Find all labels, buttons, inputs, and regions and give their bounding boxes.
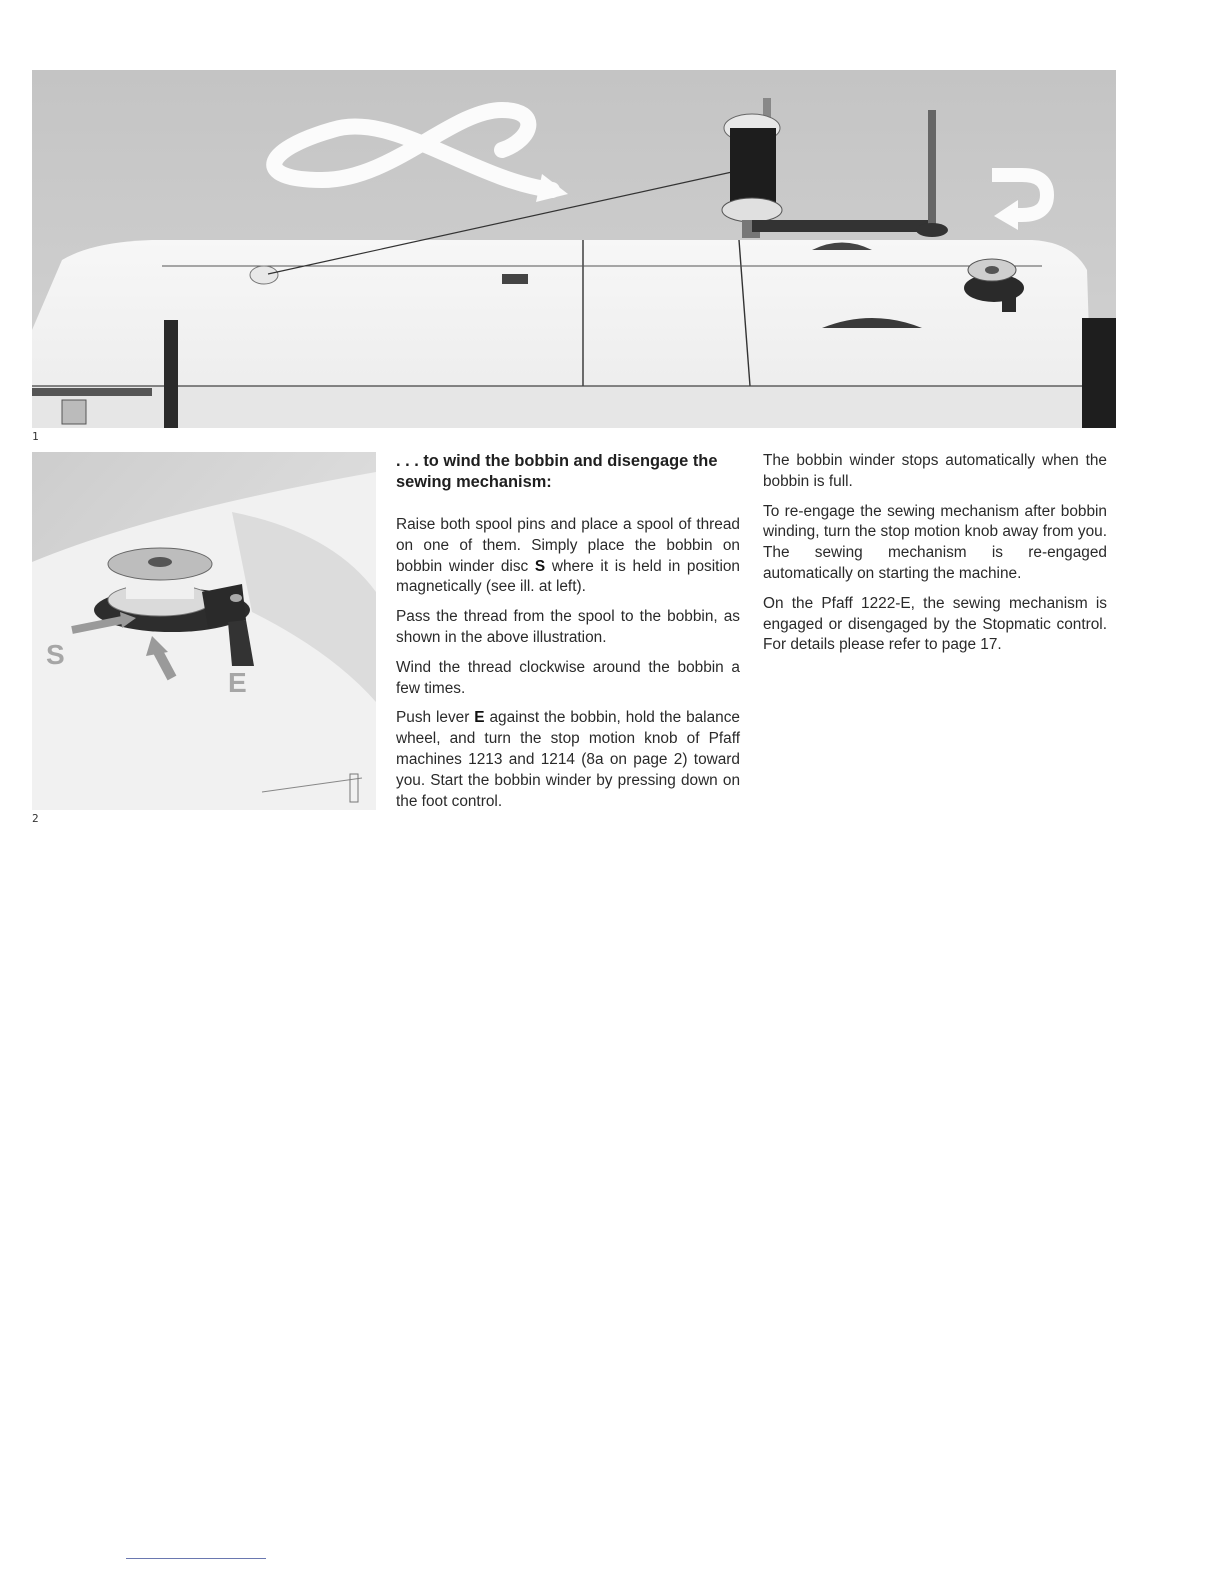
left-clip	[62, 400, 86, 424]
p1-after: where it is held in position magnetically (see ill. at left).	[396, 557, 740, 596]
winder-arm	[752, 220, 932, 232]
figure-2-number: 2	[32, 812, 39, 825]
handwheel	[1082, 318, 1116, 428]
footer-rule	[126, 1558, 266, 1559]
figure-2-photo	[32, 452, 376, 810]
p4-before: Push lever	[396, 709, 475, 727]
p1-before: Raise both spool pins and place a spool of thread on one of them. Simply place the bobbin on bobbin winder disc	[396, 516, 740, 575]
paragraph-raise-spool-pins	[396, 515, 740, 598]
paragraph-re-engage: To re-engage the sewing mechanism after bobbin winding, turn the stop motion knob away from you. The sewing mechanism is re-engaged automatically on starting the machine.	[763, 502, 1107, 582]
figure-2-illustration	[32, 452, 376, 810]
left-lever	[32, 388, 152, 396]
small-slot	[502, 274, 528, 284]
left-upright	[164, 320, 178, 428]
p4-bold: E	[474, 709, 485, 727]
p1-bold: S	[534, 557, 546, 575]
figure-1-number: 1	[32, 430, 39, 443]
label-e: E	[228, 667, 247, 698]
paragraph-wind-thread: Wind the thread clockwise around the bobbin a few times.	[396, 658, 740, 697]
paragraph-pass-thread: Pass the thread from the spool to the bobbin, as shown in the above illustration.	[396, 608, 740, 646]
figure-1-illustration	[32, 70, 1116, 428]
spool-icon	[722, 98, 782, 238]
section-heading: . . . to wind the bobbin and disengage the sewing mechanism:	[396, 452, 718, 491]
thread-guide	[250, 266, 278, 284]
paragraph-push-lever	[396, 708, 740, 812]
machine-front-edge	[32, 386, 1092, 428]
label-s: S	[46, 639, 65, 670]
paragraph-winder-stops: The bobbin winder stops automatically when the bobbin is full.	[763, 452, 1107, 490]
figure-1-photo	[32, 70, 1116, 428]
paragraph-pfaff-1222e: On the Pfaff 1222-E, the sewing mechanism is engaged or disengaged by the Stopmatic control. For details please refer to page 17.	[763, 594, 1107, 654]
middle-text-column	[396, 451, 740, 821]
right-text-column	[763, 451, 1107, 665]
p4-after: against the bobbin, hold the balance wheel, and turn the stop motion knob of Pfaff machines 1213 and 1214 (8a on page 2) toward you. Start the bobbin winder by pressing down on the foot control.	[396, 709, 740, 810]
